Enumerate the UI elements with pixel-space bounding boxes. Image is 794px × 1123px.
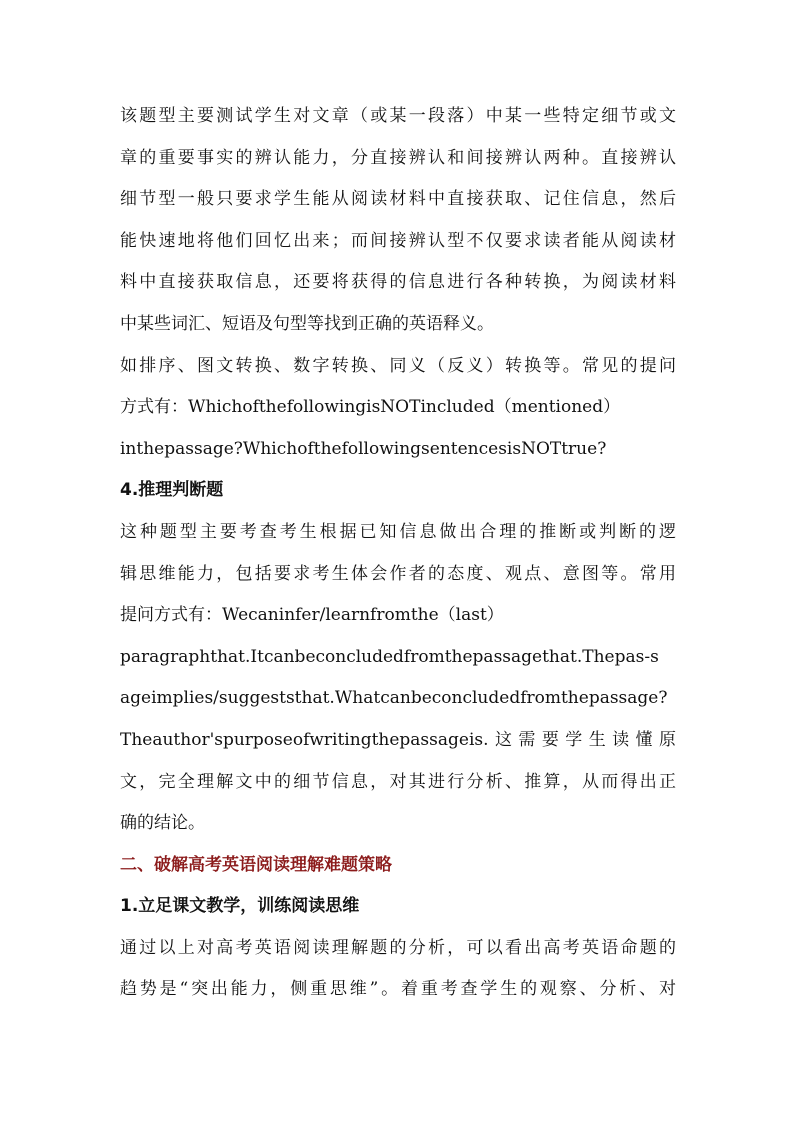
text-line: ageimplies/suggeststhat.Whatcanbeconcludedfromthepassage? <box>120 688 668 709</box>
heading-inference-questions: 4.推理判断题 <box>120 480 224 501</box>
document-body <box>120 96 676 1011</box>
text-line: 这种题型主要考查考生根据已知信息做出合理的推断或判断的逻 <box>120 521 676 542</box>
text-line: 章的重要事实的辨认能力，分直接辨认和间接辨认两种。直接辨认 <box>120 147 676 168</box>
text-line: 中某些词汇、短语及句型等找到正确的英语释义。 <box>120 313 494 334</box>
text-line: 确的结论。 <box>120 813 205 834</box>
text-line: 辑思维能力，包括要求考生体会作者的态度、观点、意图等。常用 <box>120 563 676 584</box>
text-line: 能快速地将他们回忆出来；而间接辨认型不仅要求读者能从阅读材 <box>120 230 676 251</box>
text-line: 如排序、图文转换、数字转换、同义（反义）转换等。常见的提问 <box>120 355 676 376</box>
text-line: 料中直接获取信息，还要将获得的信息进行各种转换，为阅读材料 <box>120 272 676 293</box>
section-title-strategies: 二、破解高考英语阅读理解难题策略 <box>120 854 392 875</box>
text-line: 提问方式有：Wecaninfer/learnfromthe（last） <box>120 605 504 626</box>
text-line: inthepassage?WhichofthefollowingsentencesisNOTtrue? <box>120 438 607 459</box>
text-line: 方式有：WhichofthefollowingisNOTincluded（mentioned） <box>120 397 621 418</box>
text-line: Theauthor'spurposeofwritingthepassageis.这需要学生读懂原 <box>120 729 676 750</box>
paragraph-detail-identification <box>120 96 676 346</box>
text-line: paragraphthat.Itcanbeconcludedfromthepassagethat.Thepas-s <box>120 646 659 667</box>
text-line: 细节型一般只要求学生能从阅读材料中直接获取、记住信息，然后 <box>120 189 676 210</box>
text-line: 该题型主要测试学生对文章（或某一段落）中某一些特定细节或文 <box>120 106 676 126</box>
paragraph-inference <box>120 512 676 845</box>
paragraph-analysis-trend <box>120 928 676 1011</box>
text-line: 文，完全理解文中的细节信息，对其进行分析、推算，从而得出正 <box>120 771 676 792</box>
text-line: 通过以上对高考英语阅读理解题的分析，可以看出高考英语命题的 <box>120 937 676 958</box>
subheading-textbook-teaching: 1.立足课文教学，训练阅读思维 <box>120 896 360 917</box>
paragraph-conversion-types <box>120 346 676 471</box>
text-line: 趋势是“突出能力，侧重思维”。着重考查学生的观察、分析、对 <box>120 979 676 1000</box>
